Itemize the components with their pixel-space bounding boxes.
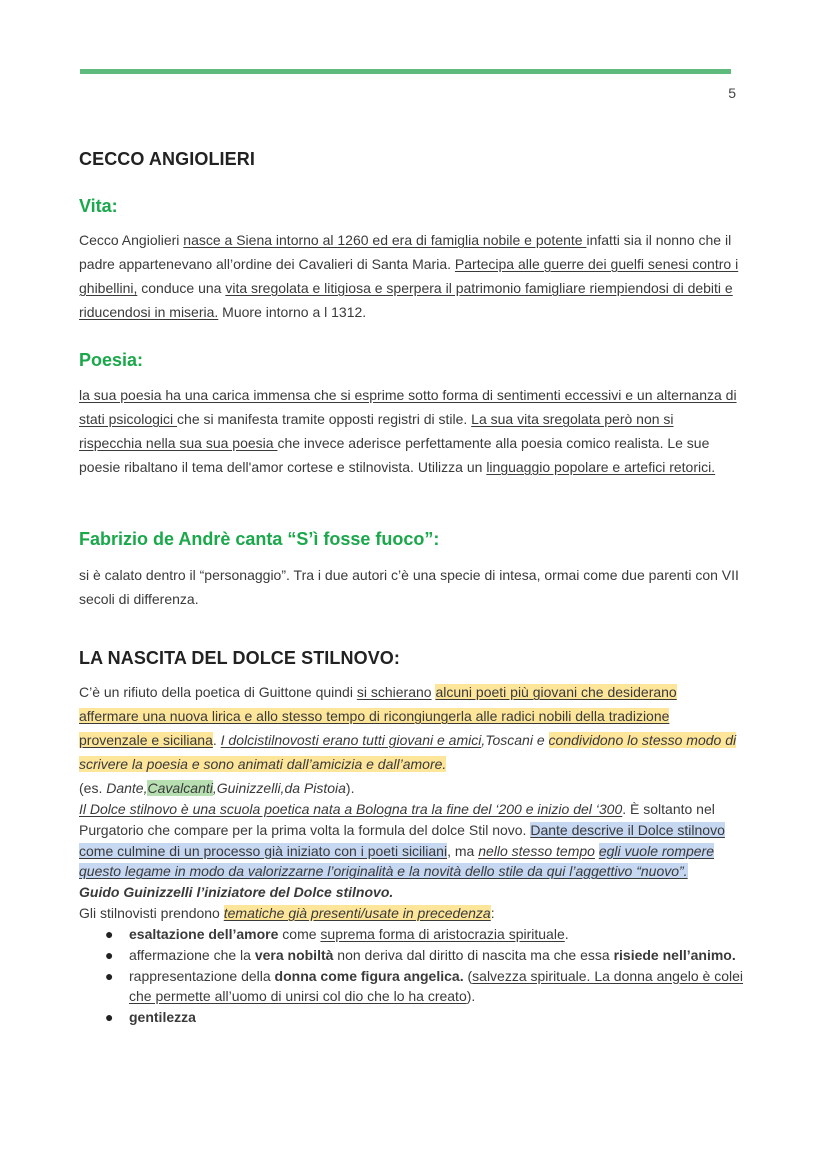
paragraph-stilnovo-intro: C’è un rifiuto della poetica di Guittone quindi si schierano alcuni poeti più giovani che desiderano affermare una nuova lirica e allo stesso tempo di ricongiungerla alle radici nobili della tradizione provenzale e siciliana. I dolcistilnovosti erano tutti giovani e amici,Toscani e condividono lo stesso modo di scrivere la poesia e sono animati dall’amicizia e dall’amore. bbox=[79, 684, 737, 772]
bullet-icon: ● bbox=[105, 967, 114, 984]
page-number: 5 bbox=[728, 85, 736, 101]
paragraph-vita: Cecco Angiolieri nasce a Siena intorno al 1260 ed era di famiglia nobile e potente infatti sia il nonno che il padre appartenevano all’ordine dei Cavalieri di Santa Maria. Partecipa alle guerre dei guelfi senesi contro i ghibellini, conduce una vita sregolata e litigiosa e sperpera il patrimonio famigliare riempiendosi di debiti e riducendosi in miseria. Muore intorno a l 1312. bbox=[79, 232, 739, 320]
paragraph-dolce-stilnovo: Il Dolce stilnovo è una scuola poetica nata a Bologna tra la fine del ‘200 e inizio del ‘300. È soltanto nel Purgatorio che compare per la prima volta la formula del dolce Stil novo. Dante descrive il Dolce stilnovo come culmine di un processo già iniziato con i poeti siciliani, ma nello stesso tempo egli vuole rompere questo legame in modo da valorizzarne l’originalità e la novità dello stile da qui l’aggettivo “nuovo”. Guido Guinizzelli l’iniziatore del Dolce stilnovo. bbox=[79, 801, 725, 901]
header-rule bbox=[80, 69, 731, 74]
bullet-icon: ● bbox=[105, 1009, 114, 1026]
heading-fabrizio: Fabrizio de Andrè canta “S’ì fosse fuoco”: bbox=[79, 529, 440, 549]
list-item: ● esaltazione dell’amore come suprema forma di aristocrazia spirituale. bbox=[79, 924, 744, 945]
list-item: ● affermazione che la vera nobiltà non deriva dal diritto di nascita ma che essa risiede nell’animo. bbox=[79, 945, 744, 966]
paragraph-themes: Gli stilnovisti prendono tematiche già presenti/usate in precedenza: bbox=[79, 905, 495, 921]
section-title-stilnovo: LA NASCITA DEL DOLCE STILNOVO: bbox=[79, 648, 400, 668]
section-title-cecco: CECCO ANGIOLIERI bbox=[79, 149, 255, 169]
themes-list bbox=[79, 924, 744, 1028]
heading-vita: Vita: bbox=[79, 196, 118, 216]
heading-poesia: Poesia: bbox=[79, 350, 144, 370]
list-item: ● rappresentazione della donna come figura angelica. (salvezza spirituale. La donna angelo è colei che permette all’uomo di unirsi col dio che lo ha creato). bbox=[105, 967, 744, 1005]
bullet-icon: ● bbox=[105, 926, 114, 942]
paragraph-poesia: la sua poesia ha una carica immensa che si esprime sotto forma di sentimenti eccessivi e un alternanza di stati psicologici che si manifesta tramite opposti registri di stile. La sua vita sregolata però non si rispecchia nella sua sua poesia che invece aderisce perfettamente alla poesia comico realista. Le sue poesie ribaltano il tema dell'amor cortese e stilnovista. Utilizza un linguaggio popolare e artefici retorici. bbox=[79, 387, 737, 475]
bullet-icon: ● bbox=[105, 946, 114, 963]
paragraph-examples: (es. Dante,Cavalcanti,Guinizzelli,da Pistoia). bbox=[79, 780, 355, 796]
list-item: ● gentilezza bbox=[79, 1007, 744, 1028]
paragraph-fabrizio: si è calato dentro il “personaggio”. Tra i due autori c’è una specie di intesa, ormai come due parenti con VII secoli di differenza. bbox=[79, 567, 739, 607]
